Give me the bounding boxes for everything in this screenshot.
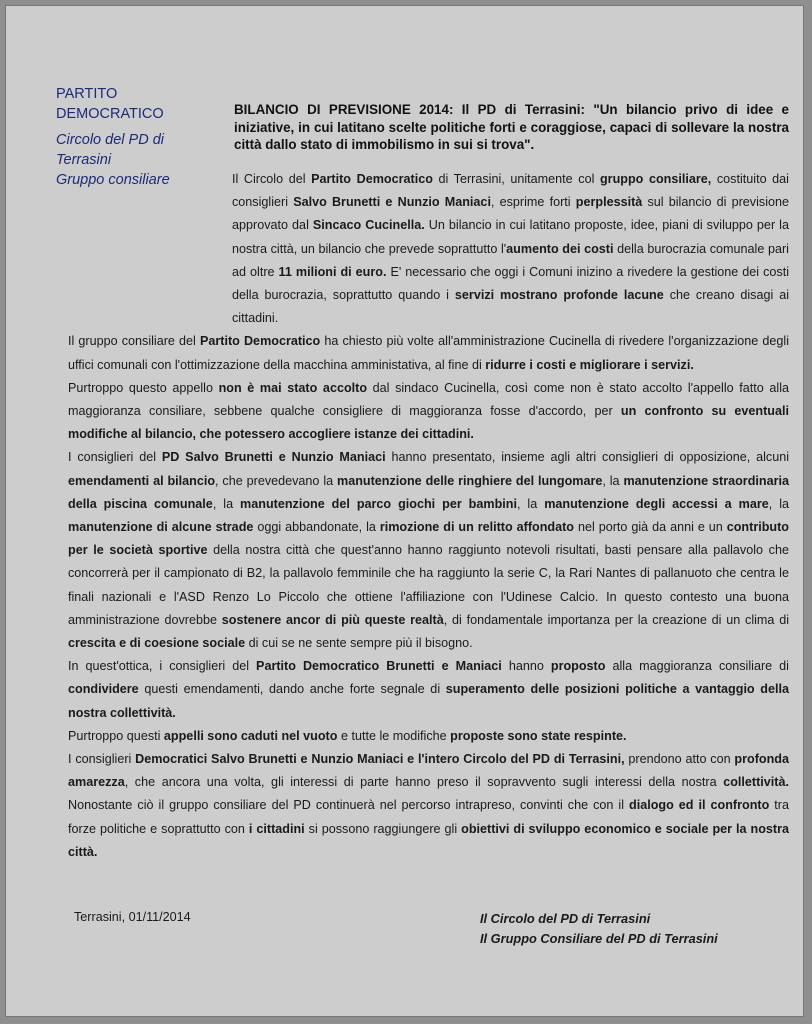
paragraph-2: Il gruppo consiliare del Partito Democratico ha chiesto più volte all'amministrazione Cucinella di rivedere l'organizzazione degli uffici comunali con l'ottimizzazione della macchina amministativa, al fine di ridurre i costi e migliorare i servizi.	[68, 334, 790, 372]
circle-name-line2: Terrasini	[56, 152, 112, 168]
paragraph-5: In quest'ottica, i consiglieri del Partito Democratico Brunetti e Maniaci hanno proposto alla maggioranza consiliare di condividere questi emendamenti, dando anche forte segnale di superamento delle posizioni politiche a vantaggio della nostra collettività.	[68, 659, 789, 720]
headline: BILANCIO DI PREVISIONE 2014: Il PD di Terrasini: "Un bilancio privo di idee e iniziative, in cui latitano scelte politiche forti e coraggiose, capaci di sollevare la nostra città dallo stato di immobilismo in sui si trova".	[234, 102, 789, 152]
circle-name-line3: Gruppo consiliare	[56, 172, 170, 188]
paragraph-6: Purtroppo questi appelli sono caduti nel vuoto e tutte le modifiche proposte sono state respinte.	[68, 728, 627, 743]
paragraph-3: Purtroppo questo appello non è mai stato accolto dal sindaco Cucinella, così come non è stato accolto l'appello fatto alla maggioranza consiliare, sebbene qualche consigliere di maggioranza fosse d'accordo, per un confronto su eventuali modifiche al bilancio, che potessero accogliere istanze dei cittadini.	[68, 380, 789, 442]
signature-line1: Il Circolo del PD di Terrasini	[480, 911, 651, 926]
paragraph-1: Il Circolo del Partito Democratico di Terrasini, unitamente col gruppo consiliare, costituito dai consiglieri Salvo Brunetti e Nunzio Maniaci, esprime forti perplessità sul bilancio di previsione approvato dal Sincaco Cucinella. Un bilancio in cui latitano proposte, idee, piani di sviluppo per la nostra città, un bilancio che prevede soprattutto l'aumento dei costi della burocrazia comunale pari ad oltre 11 milioni di euro. E' necessario che oggi i Comuni inizino a rivedere la gestione dei costi della burocrazia, soprattutto quando i servizi mostrano profonde lacune che creano disagi ai cittadini.	[232, 172, 790, 326]
signature-line2: Il Gruppo Consiliare del PD di Terrasini	[480, 931, 718, 946]
paragraph-4: I consiglieri del PD Salvo Brunetti e Nunzio Maniaci hanno presentato, insieme agli altri consiglieri di opposizione, alcuni emendamenti al bilancio, che prevedevano la manutenzione delle ringhiere del lungomare, la manutenzione straordinaria della piscina comunale, la manutenzione del parco giochi per bambini, la manutenzione degli accessi a mare, la manutenzione di alcune strade oggi abbandonate, la rimozione di un relitto affondato nel porto già da anni e un contributo per le società sportive della nostra città che quest'anno hanno raggiunto notevoli risultati, basti pensare alla pallavolo che concorrerà per il campionato di B2, la pallavolo femminile che ha raggiunto la serie C, la Rari Nantes di pallanuoto che centra le finali nazionali e l'ASD Renzo Lo Piccolo che ottiene l'affiliazione con l'Udinese Calcio. In questo contesto una buona amministrazione dovrebbe sostenere ancor di più queste realtà, di fondamentale importanza per la creazione di un clima di crescita e di coesione sociale di cui se ne sente sempre più il bisogno.	[68, 450, 789, 651]
signature-block	[480, 909, 800, 949]
party-name-line2: DEMOCRATICO	[56, 106, 164, 122]
party-name-line1: PARTITO	[56, 86, 118, 102]
document-body	[68, 168, 789, 864]
paragraph-7: I consiglieri Democratici Salvo Brunetti e Nunzio Maniaci e l'intero Circolo del PD di Terrasini, prendono atto con profonda amarezza, che ancora una volta, gli interessi di parte hanno preso il sopravvento sugli interessi della nostra collettività. Nonostante ciò il gruppo consiliare del PD continuerà nel percorso intrapreso, convinti che con il dialogo ed il confronto tra forze politiche e soprattutto con i cittadini si possono raggiungere gli obiettivi di sviluppo economico e sociale per la nostra città.	[68, 752, 789, 859]
circle-name-line1: Circolo del PD di	[56, 132, 164, 148]
document-date: Terrasini, 01/11/2014	[74, 910, 191, 924]
document-page	[6, 6, 803, 1016]
